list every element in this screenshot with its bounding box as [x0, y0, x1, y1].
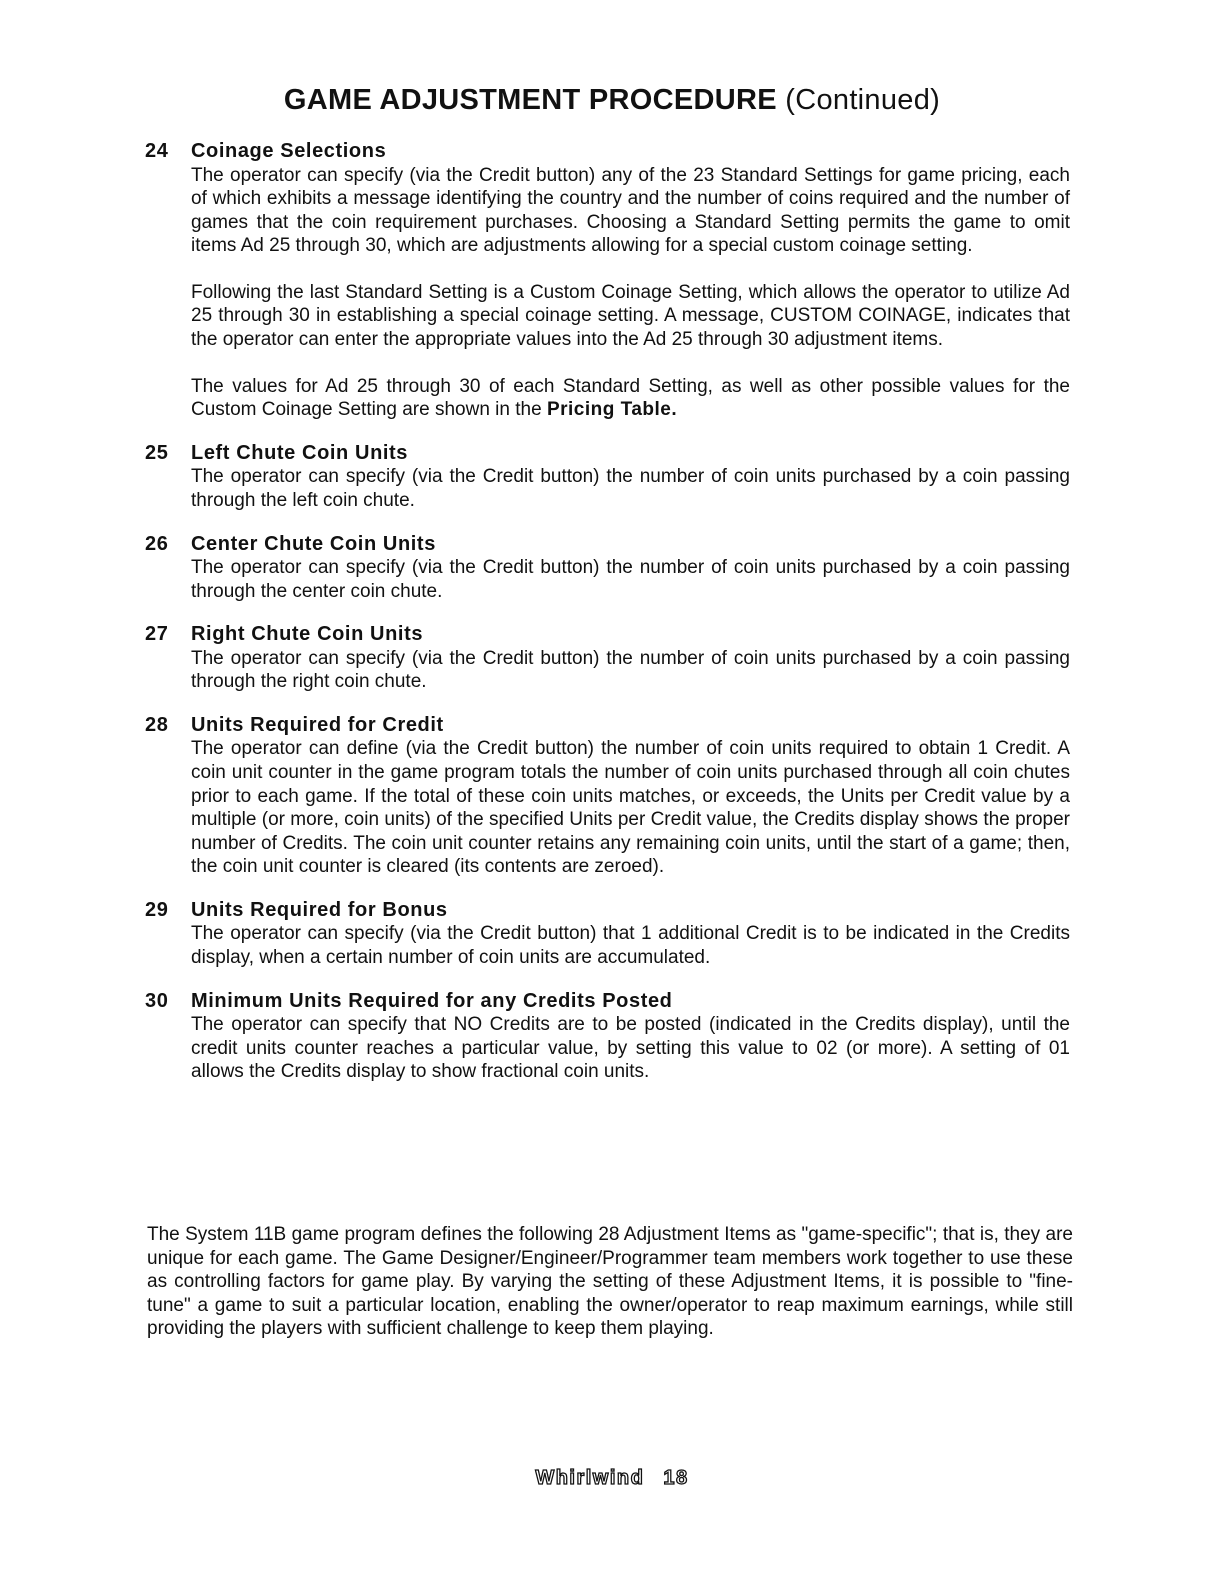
adjustment-item-24 [145, 140, 1070, 422]
footer-page-number: 18 [663, 1467, 689, 1489]
closing-paragraph: The System 11B game program defines the following 28 Adjustment Items as "game-specific"; that is, they are unique for each game. The Game Designer/Engineer/Programmer team members work together to use these as controlling factors for game play. By varying the setting of these Adjustment Items, it is possible to "fine-tune" a game to suit a particular location, enabling the owner/operator to reap maximum earnings, while still providing the players with sufficient challenge to keep them playing. [147, 1224, 1073, 1340]
page-title-suffix: (Continued) [785, 84, 941, 116]
item-title: Right Chute Coin Units [191, 623, 424, 646]
item-body [191, 556, 1070, 603]
paragraph-text: The values for Ad 25 through 30 of each Standard Setting, as well as other possible values for the Custom Coinage Setting are shown in the [191, 375, 1070, 421]
adjustment-items-list [145, 140, 1070, 1104]
pricing-table-reference: Pricing Table. [546, 399, 678, 421]
item-paragraph: The operator can specify that NO Credits are to be posted (indicated in the Credits display), until the credit units counter reaches a particular value, by setting this value to 02 (or more). A setting of 01 allows the Credits display to show fractional coin units. [191, 1014, 1070, 1083]
item-title: Minimum Units Required for any Credits Posted [191, 989, 673, 1012]
item-heading [145, 140, 1070, 164]
item-paragraph: Following the last Standard Setting is a Custom Coinage Setting, which allows the operator to utilize Ad 25 through 30 in establishing a special coinage setting. A message, CUSTOM COINAGE, indicates that the operator can enter the appropriate values into the Ad 25 through 30 adjustment items. [191, 281, 1070, 351]
adjustment-item-27 [145, 623, 1070, 694]
footer-game-name: Whirlwind [535, 1467, 645, 1489]
item-body [191, 922, 1070, 969]
adjustment-item-25 [145, 442, 1070, 513]
item-number: 25 [145, 441, 169, 464]
item-heading [145, 990, 1070, 1014]
item-paragraph: The operator can define (via the Credit button) the number of coin units required to obtain 1 Credit. A coin unit counter in the game program totals the number of coin units purchased through all coin chutes prior to each game. If the total of these coin units matches, or exceeds, the Units per Credit value by a multiple (or more, coin units) of the specified Units per Credit value, the Credits display shows the proper number of Credits. The coin unit counter retains any remaining coin units, until the start of a game; then, the coin unit counter is cleared (its contents are zeroed). [191, 738, 1070, 878]
item-body [191, 164, 1070, 422]
item-body [191, 647, 1070, 694]
item-paragraph: The operator can specify (via the Credit button) that 1 additional Credit is to be indicated in the Credits display, when a certain number of coin units are accumulated. [191, 923, 1070, 969]
page-footer [0, 1467, 1224, 1490]
item-heading [145, 442, 1070, 466]
item-paragraph: The operator can specify (via the Credit button) any of the 23 Standard Settings for game pricing, each of which exhibits a message identifying the country and the number of coins required and the number of games that the coin requirement purchases. Choosing a Standard Setting permits the game to omit items Ad 25 through 30, which are adjustments allowing for a special custom coinage setting. [191, 164, 1070, 257]
item-number: 29 [145, 898, 169, 921]
adjustment-item-29 [145, 899, 1070, 970]
item-title: Left Chute Coin Units [191, 441, 409, 464]
item-number: 26 [145, 532, 169, 555]
item-title: Center Chute Coin Units [191, 532, 436, 555]
page-title [0, 84, 1224, 117]
adjustment-item-26 [145, 533, 1070, 604]
item-body [191, 1013, 1070, 1084]
item-paragraph: The operator can specify (via the Credit button) the number of coin units purchased by a coin passing through the center coin chute. [191, 557, 1070, 602]
item-paragraph [191, 375, 1070, 422]
item-number: 24 [145, 140, 169, 162]
adjustment-item-28 [145, 714, 1070, 879]
item-number: 27 [145, 623, 169, 646]
page-title-main: GAME ADJUSTMENT PROCEDURE [283, 84, 777, 116]
item-heading [145, 714, 1070, 738]
item-heading [145, 623, 1070, 647]
item-heading [145, 899, 1070, 923]
adjustment-item-30 [145, 990, 1070, 1084]
item-number: 28 [145, 713, 169, 736]
item-heading [145, 533, 1070, 557]
item-title: Units Required for Credit [191, 713, 444, 736]
item-number: 30 [145, 989, 169, 1012]
item-body [191, 737, 1070, 879]
item-title: Units Required for Bonus [191, 898, 448, 921]
item-title: Coinage Selections [191, 140, 387, 162]
item-body [191, 465, 1070, 512]
item-paragraph: The operator can specify (via the Credit button) the number of coin units purchased by a coin passing through the right coin chute. [191, 647, 1070, 693]
item-paragraph: The operator can specify (via the Credit button) the number of coin units purchased by a coin passing through the left coin chute. [191, 466, 1070, 511]
